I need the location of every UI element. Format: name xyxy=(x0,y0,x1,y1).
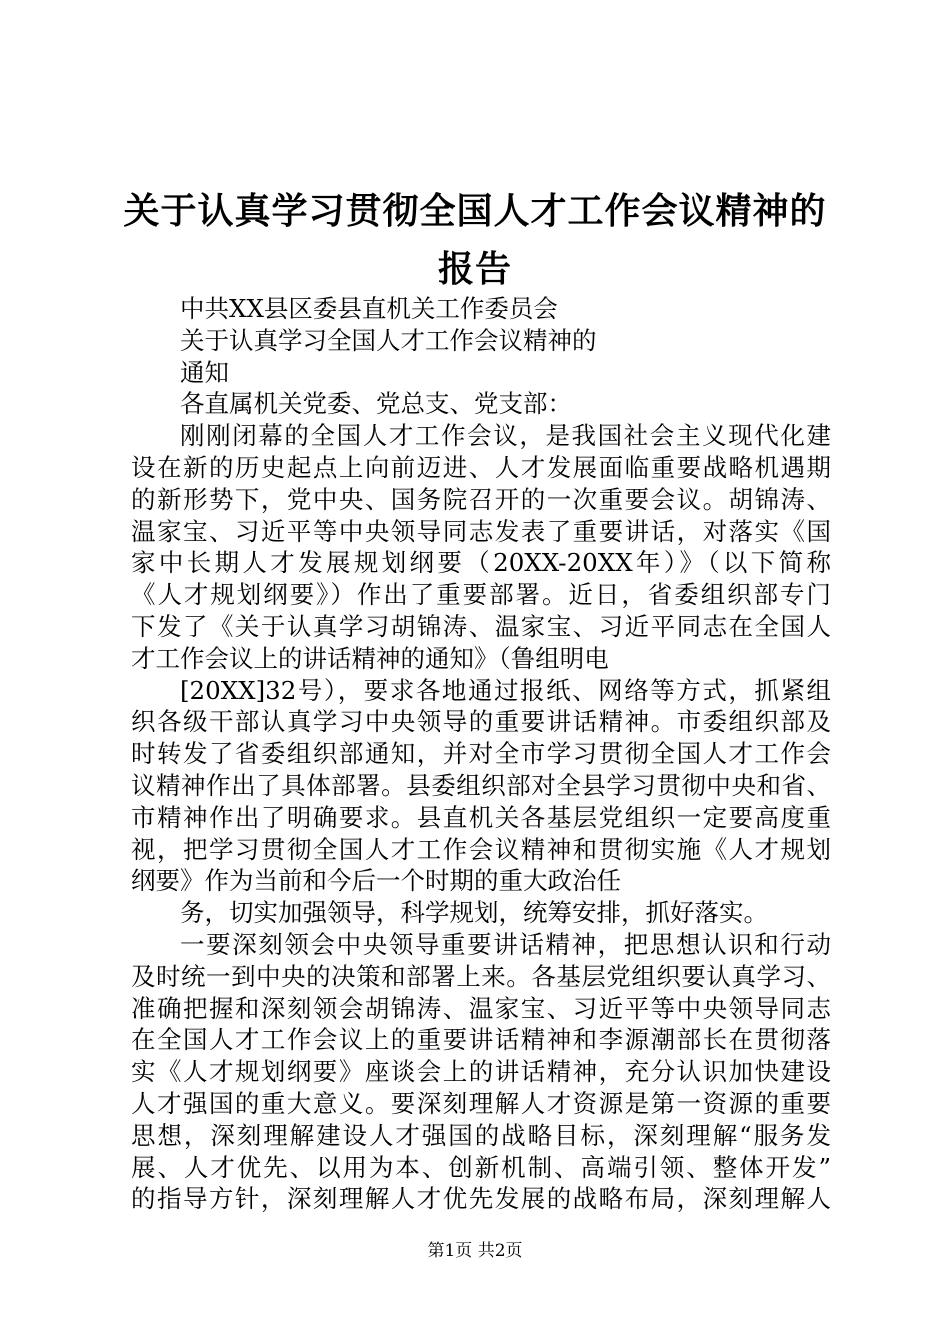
body-line: 一要深刻领会中央领导重要讲话精神，把思想认识和行动 xyxy=(180,929,831,959)
document-body xyxy=(131,293,831,1215)
body-line: 议精神作出了具体部署。县委组织部对全县学习贯彻中央和省、 xyxy=(131,770,831,800)
page-indicator: 第1页 共2页 xyxy=(427,1241,523,1261)
body-line: 人才强国的重大意义。要深刻理解人才资源是第一资源的重要 xyxy=(131,1088,831,1118)
body-line: 通知 xyxy=(180,357,229,387)
body-line: 实《人才规划纲要》座谈会上的讲话精神，充分认识加快建设 xyxy=(131,1057,831,1087)
body-line: 下发了《关于认真学习胡锦涛、温家宝、习近平同志在全国人 xyxy=(131,611,831,641)
body-line: 纲要》作为当前和今后一个时期的重大政治任 xyxy=(131,866,621,896)
body-line: 中共XX县区委县直机关工作委员会 xyxy=(180,294,558,323)
body-line: 关于认真学习全国人才工作会议精神的 xyxy=(180,325,597,355)
body-line: [20XX]32号），要求各地通过报纸、网络等方式，抓紧组 xyxy=(180,675,831,705)
body-line: 务，切实加强领导，科学规划，统筹安排，抓好落实。 xyxy=(180,898,768,928)
body-line: 展、人才优先、以用为本、创新机制、高端引领、整体开发” xyxy=(131,1152,831,1182)
body-line: 家中长期人才发展规划纲要（20XX-20XX年）》（以下简称 xyxy=(131,548,831,578)
body-line: 的新形势下，党中央、国务院召开的一次重要会议。胡锦涛、 xyxy=(131,484,831,514)
body-line: 《人才规划纲要》）作出了重要部署。近日，省委组织部专门 xyxy=(131,580,831,610)
body-line: 的指导方针，深刻理解人才优先发展的战略布局，深刻理解人 xyxy=(131,1184,831,1214)
body-line: 时转发了省委组织部通知，并对全市学习贯彻全国人才工作会 xyxy=(131,739,831,769)
body-line: 视，把学习贯彻全国人才工作会议精神和贯彻实施《人才规划 xyxy=(131,834,831,864)
body-line: 准确把握和深刻领会胡锦涛、温家宝、习近平等中央领导同志 xyxy=(131,993,831,1023)
body-line: 及时统一到中央的决策和部署上来。各基层党组织要认真学习、 xyxy=(131,961,831,991)
body-line: 温家宝、习近平等中央领导同志发表了重要讲话，对落实《国 xyxy=(131,516,831,546)
body-line: 织各级干部认真学习中央领导的重要讲话精神。市委组织部及 xyxy=(131,707,831,737)
body-line: 设在新的历史起点上向前迈进、人才发展面临重要战略机遇期 xyxy=(131,452,831,482)
body-line: 思想，深刻理解建设人才强国的战略目标，深刻理解“服务发 xyxy=(131,1120,831,1150)
body-line: 市精神作出了明确要求。县直机关各基层党组织一定要高度重 xyxy=(131,802,831,832)
document-title: 关于认真学习贯彻全国人才工作会议精神的报告 xyxy=(123,191,827,290)
body-line: 才工作会议上的讲话精神的通知》（鲁组明电 xyxy=(131,643,609,673)
body-line: 各直属机关党委、党总支、党支部： xyxy=(180,389,572,419)
body-line: 在全国人才工作会议上的重要讲话精神和李源潮部长在贯彻落 xyxy=(131,1025,831,1055)
body-line: 刚刚闭幕的全国人才工作会议，是我国社会主义现代化建 xyxy=(180,421,831,451)
